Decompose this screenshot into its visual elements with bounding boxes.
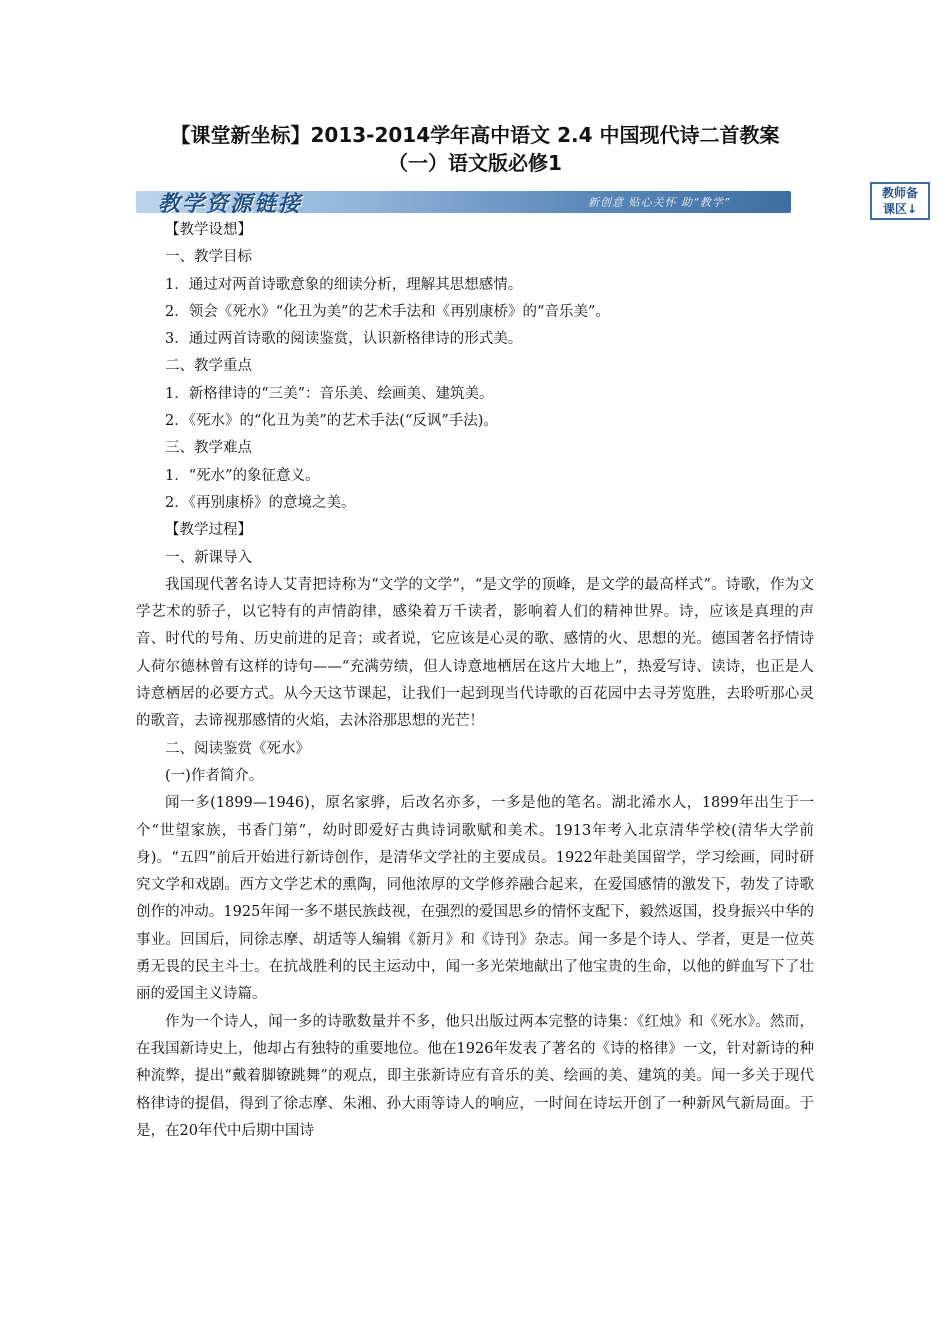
title-line-1: 【课堂新坐标】2013-2014学年高中语文 2.4 中国现代诗二首教案 <box>170 123 780 147</box>
body-paragraph: 作为一个诗人，闻一多的诗歌数量并不多，他只出版过两本完整的诗集：《红烛》和《死水》。然而，在我国新诗史上，他却占有独特的重要地位。他在1926年发表了著名的《诗的格律》一文，针对新诗的种种流弊，提出“戴着脚镣跳舞”的观点，即主张新诗应有音乐的美、绘画的美、建筑的美。闻一多关于现代格律诗的提倡，得到了徐志摩、朱湘、孙大雨等诗人的响应，一时间在诗坛开创了一种新风气新局面。于是，在20年代中后期中国诗 <box>136 1013 814 1139</box>
list-item: 1．“死水”的象征意义。 <box>165 467 320 484</box>
teacher-area-badge <box>870 182 930 220</box>
badge-line-1: 教师备 <box>881 186 918 200</box>
banner-slogan: 新创意 贴心关怀 助“教学” <box>588 196 731 209</box>
document-body <box>136 217 814 1145</box>
title-line-2: （一）语文版必修1 <box>388 151 562 175</box>
badge-line-2: 课区↓ <box>882 202 918 216</box>
subheading: 二、教学重点 <box>165 358 252 375</box>
body-paragraph: 我国现代著名诗人艾青把诗称为“文学的文学”，“是文学的顶峰，是文学的最高样式”。诗歌，作为文学艺术的骄子，以它特有的声情韵律，感染着万千读者，影响着人们的精神世界。诗，应该是真理的声音、时代的号角、历史前进的足音；或者说，它应该是心灵的歌、感情的火、思想的光。德国著名抒情诗人荷尔德林曾有这样的诗句——“充满劳绩，但人诗意地栖居在这片大地上”，热爱写诗、读诗，也正是人诗意栖居的必要方式。从今天这节课起，让我们一起到现当代诗歌的百花园中去寻芳览胜，去聆听那心灵的歌音，去谛视那感情的火焰，去沐浴那思想的光芒！ <box>136 576 814 730</box>
banner-title: 教学资源链接 <box>158 191 303 217</box>
section-heading: 【教学设想】 <box>165 222 252 238</box>
list-item: 2．《再别康桥》的意境之美。 <box>165 494 356 511</box>
subheading: (一)作者简介。 <box>165 767 264 784</box>
list-item: 1．通过对两首诗歌意象的细读分析，理解其思想感情。 <box>165 276 523 293</box>
list-item: 3．通过两首诗歌的阅读鉴赏，认识新格律诗的形式美。 <box>165 331 523 348</box>
subheading: 一、新课导入 <box>165 549 252 566</box>
subheading: 二、阅读鉴赏《死水》 <box>165 740 310 757</box>
list-item: 2．《死水》的“化丑为美”的艺术手法(“反讽”手法)。 <box>165 413 498 430</box>
body-paragraph: 闻一多(1899—1946)，原名家骅，后改名亦多，一多是他的笔名。湖北浠水人，1899年出生于一个“世望家族，书香门第”，幼时即爱好古典诗词歌赋和美术。1913年考入北京清华学校(清华大学前身)。“五四”前后开始进行新诗创作，是清华文学社的主要成员。1922年赴美国留学，学习绘画，同时研究文学和戏剧。西方文学艺术的熏陶，同他浓厚的文学修养融合起来，在爱国感情的激发下，勃发了诗歌创作的冲动。1925年闻一多不堪民族歧视，在强烈的爱国思乡的情怀支配下，毅然返国，投身振兴中华的事业。回国后，同徐志摩、胡适等人编辑《新月》和《诗刊》杂志。闻一多是个诗人、学者，更是一位英勇无畏的民主斗士。在抗战胜利的民主运动中，闻一多光荣地献出了他宝贵的生命，以他的鲜血写下了壮丽的爱国主义诗篇。 <box>136 795 814 1003</box>
subheading: 一、教学目标 <box>165 249 252 266</box>
section-heading: 【教学过程】 <box>165 522 252 539</box>
list-item: 2．领会《死水》“化丑为美”的艺术手法和《再别康桥》的“音乐美”。 <box>165 303 610 320</box>
resource-banner <box>136 184 918 220</box>
list-item: 1．新格律诗的“三美”：音乐美、绘画美、建筑美。 <box>165 385 494 402</box>
document-title <box>120 121 830 177</box>
subheading: 三、教学难点 <box>165 440 252 457</box>
